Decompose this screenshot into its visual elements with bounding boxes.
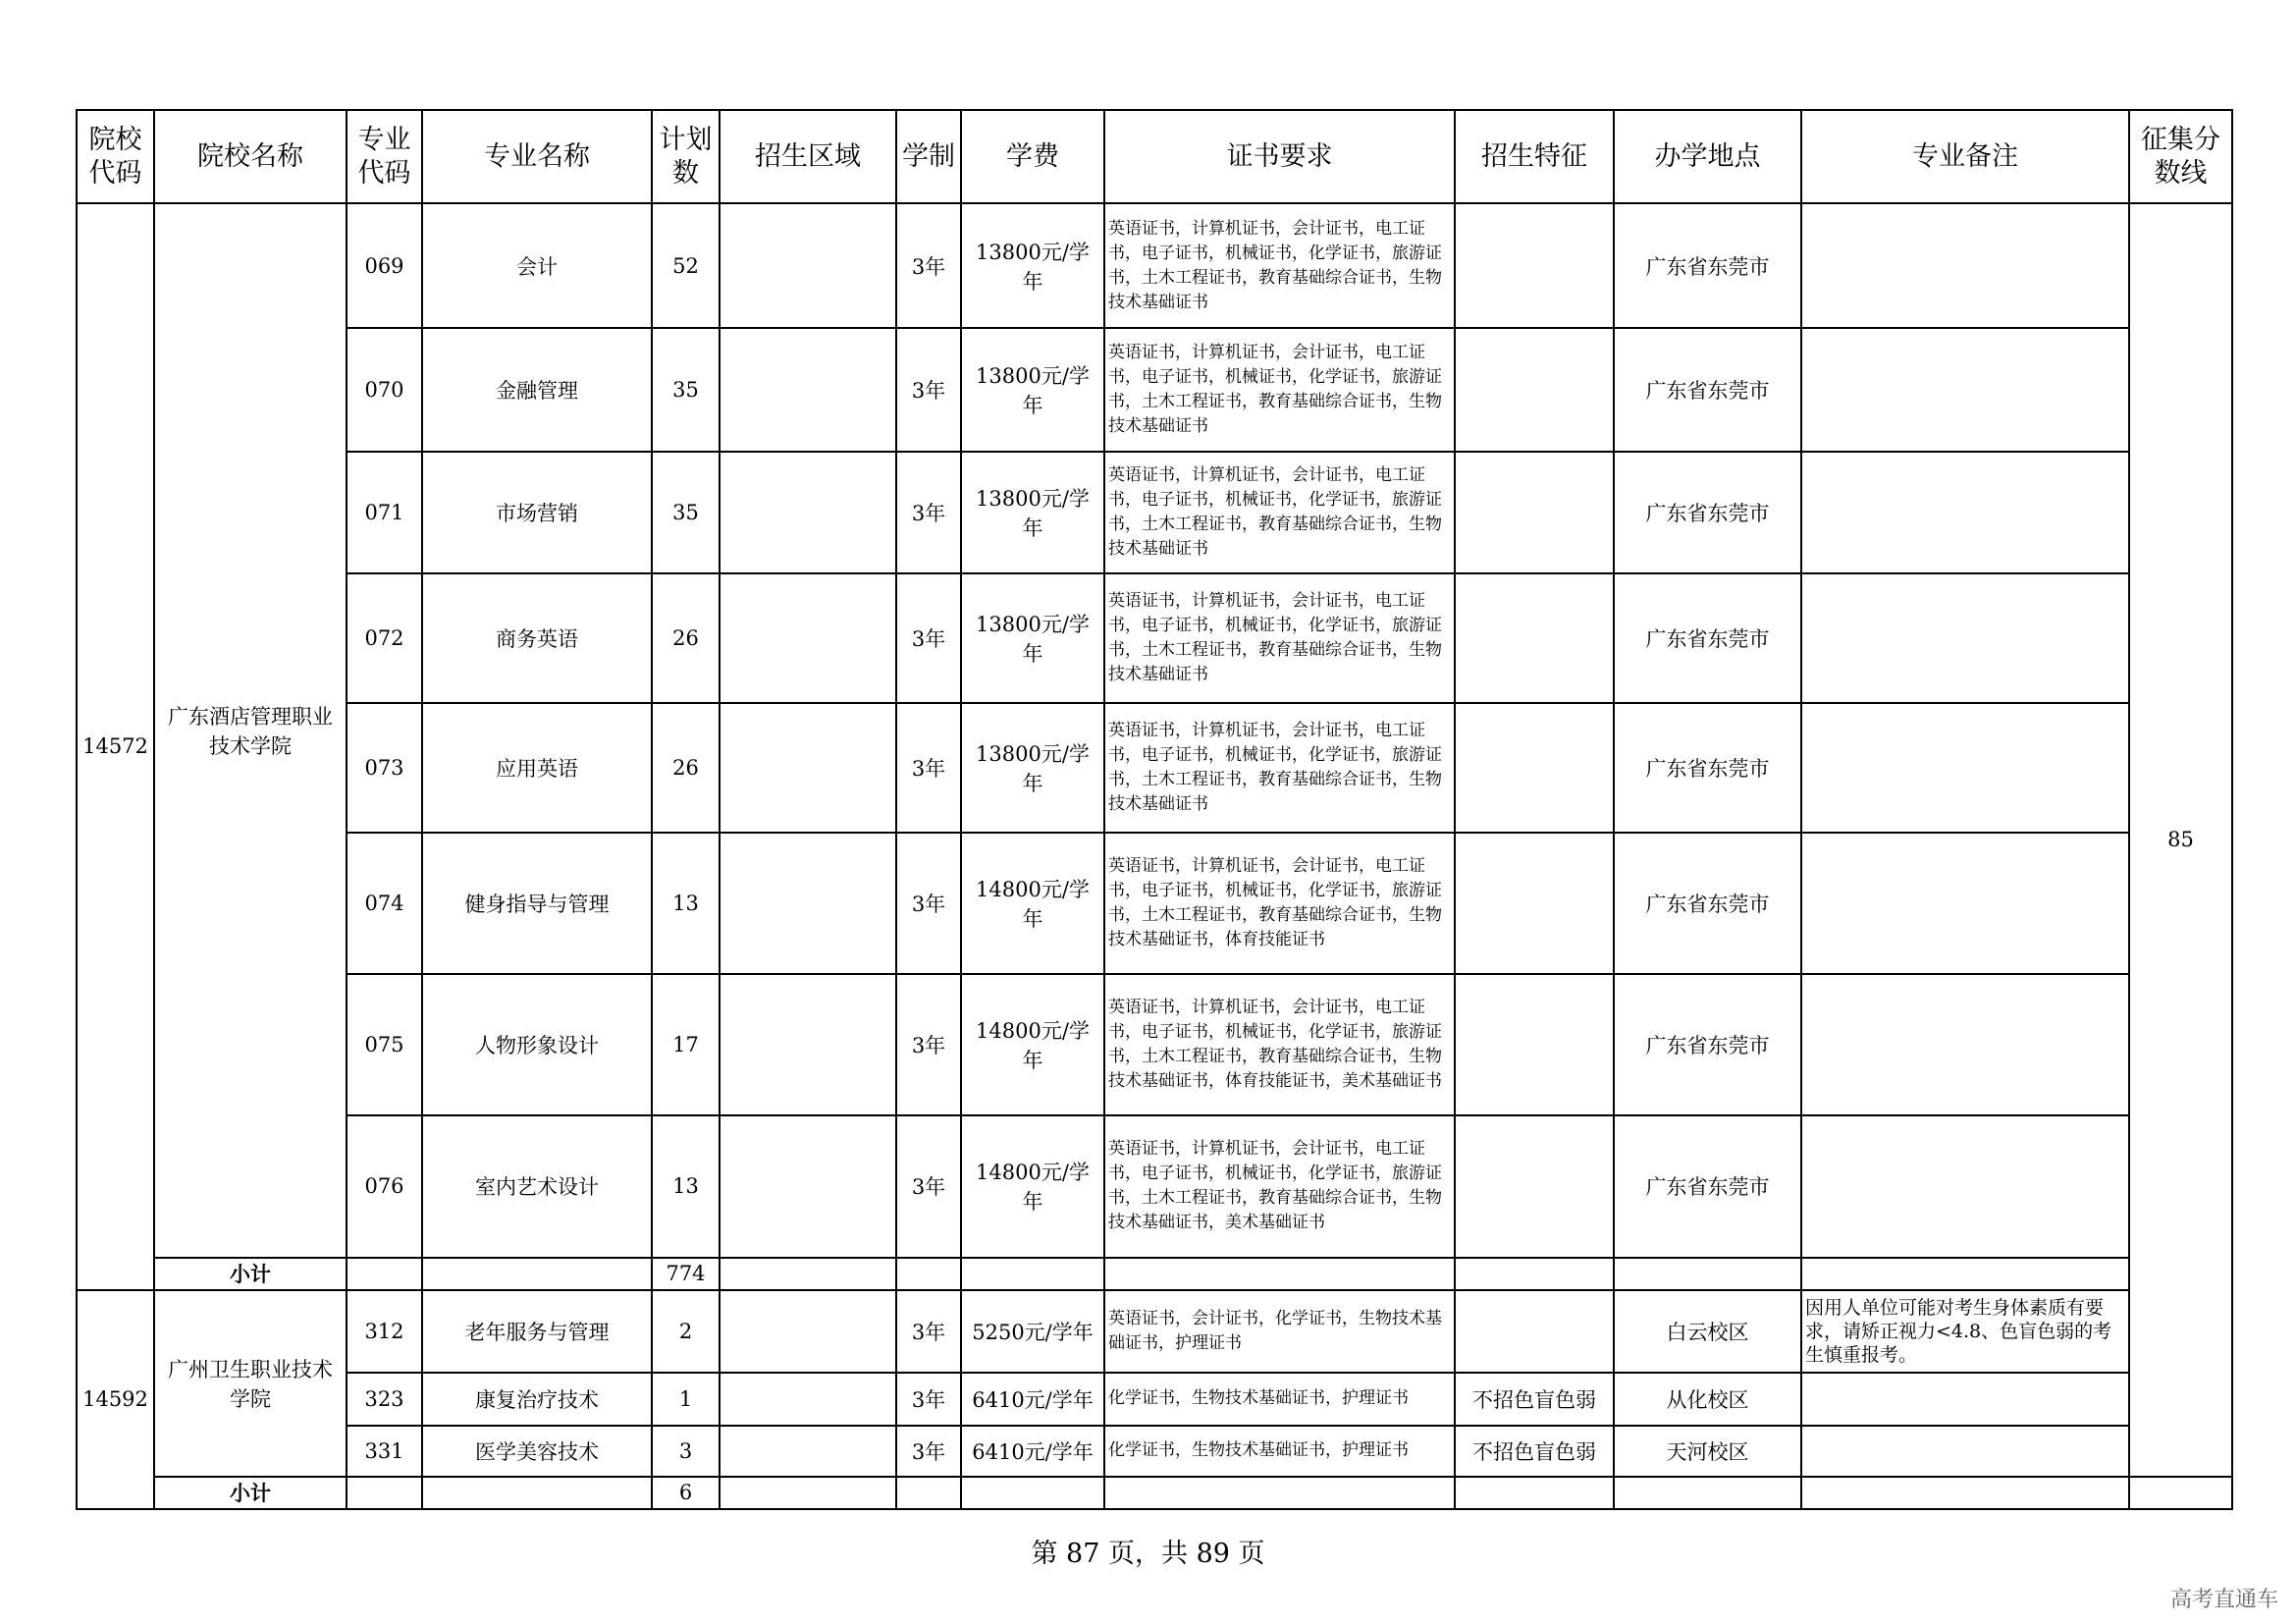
plan-count: 26 [652,573,720,703]
header-major-name: 专业名称 [422,110,652,203]
table-row [77,1426,2232,1477]
subtotal-label: 小计 [154,1477,347,1509]
major-code: 070 [347,328,422,452]
header-location: 办学地点 [1614,110,1801,203]
tuition: 13800元/学年 [961,203,1104,328]
plan-count: 2 [652,1290,720,1373]
table-row [77,833,2232,974]
tuition: 13800元/学年 [961,573,1104,703]
region [720,1373,896,1426]
note [1801,833,2129,974]
score-line: 85 [2129,203,2232,1477]
cert-requirement: 英语证书，计算机证书，会计证书，电工证书，电子证书，机械证书，化学证书，旅游证书，土木工程证书，教育基础综合证书，生物技术基础证书，美术基础证书 [1104,1115,1455,1257]
cert-requirement: 化学证书，生物技术基础证书，护理证书 [1104,1426,1455,1477]
table-row [77,203,2232,328]
region [720,203,896,328]
feature: 不招色盲色弱 [1455,1426,1614,1477]
header-region: 招生区域 [720,110,896,203]
header-school-code: 院校代码 [77,110,154,203]
major-name: 会计 [422,203,652,328]
major-name: 市场营销 [422,452,652,572]
note: 因用人单位可能对考生身体素质有要求，请矫正视力<4.8、色盲色弱的考生慎重报考。 [1801,1290,2129,1373]
major-name: 商务英语 [422,573,652,703]
major-name: 室内艺术设计 [422,1115,652,1257]
plan-count: 26 [652,703,720,833]
note [1801,1426,2129,1477]
cert-requirement: 英语证书，会计证书，化学证书，生物技术基础证书，护理证书 [1104,1290,1455,1373]
subtotal-value: 6 [652,1477,720,1509]
location: 广东省东莞市 [1614,974,1801,1115]
duration: 3年 [896,203,961,328]
tuition: 14800元/学年 [961,974,1104,1115]
table-row [77,703,2232,833]
note [1801,328,2129,452]
location: 广东省东莞市 [1614,573,1801,703]
major-code: 074 [347,833,422,974]
table-row [77,573,2232,703]
note [1801,703,2129,833]
tuition: 14800元/学年 [961,833,1104,974]
tuition: 13800元/学年 [961,328,1104,452]
major-code: 072 [347,573,422,703]
duration: 3年 [896,1115,961,1257]
header-major-code: 专业代码 [347,110,422,203]
cert-requirement: 英语证书，计算机证书，会计证书，电工证书，电子证书，机械证书，化学证书，旅游证书，土木工程证书，教育基础综合证书，生物技术基础证书 [1104,203,1455,328]
tuition: 6410元/学年 [961,1426,1104,1477]
duration: 3年 [896,703,961,833]
major-code: 331 [347,1426,422,1477]
duration: 3年 [896,1373,961,1426]
plan-count: 13 [652,1115,720,1257]
plan-count: 35 [652,328,720,452]
subtotal-value: 774 [652,1258,720,1290]
admission-table [76,109,2233,1510]
feature [1455,452,1614,572]
feature [1455,573,1614,703]
header-plan: 计划数 [652,110,720,203]
location: 广东省东莞市 [1614,452,1801,572]
subtotal-row [77,1477,2232,1509]
region [720,1426,896,1477]
major-code: 323 [347,1373,422,1426]
cert-requirement: 英语证书，计算机证书，会计证书，电工证书，电子证书，机械证书，化学证书，旅游证书，土木工程证书，教育基础综合证书，生物技术基础证书，体育技能证书 [1104,833,1455,974]
note [1801,974,2129,1115]
major-name: 康复治疗技术 [422,1373,652,1426]
table-row [77,452,2232,572]
location: 广东省东莞市 [1614,328,1801,452]
region [720,573,896,703]
duration: 3年 [896,452,961,572]
table-row [77,1373,2232,1426]
tuition: 5250元/学年 [961,1290,1104,1373]
table-row [77,1115,2232,1257]
tuition: 6410元/学年 [961,1373,1104,1426]
feature: 不招色盲色弱 [1455,1373,1614,1426]
header-cert: 证书要求 [1104,110,1455,203]
plan-count: 13 [652,833,720,974]
tuition: 13800元/学年 [961,452,1104,572]
subtotal-label: 小计 [154,1258,347,1290]
major-code: 075 [347,974,422,1115]
table-row [77,328,2232,452]
region [720,833,896,974]
school-code: 14592 [77,1290,154,1509]
region [720,1115,896,1257]
plan-count: 3 [652,1426,720,1477]
feature [1455,1115,1614,1257]
major-name: 金融管理 [422,328,652,452]
note [1801,203,2129,328]
header-feature: 招生特征 [1455,110,1614,203]
cert-requirement: 英语证书，计算机证书，会计证书，电工证书，电子证书，机械证书，化学证书，旅游证书，土木工程证书，教育基础综合证书，生物技术基础证书 [1104,573,1455,703]
note [1801,1115,2129,1257]
header-score: 征集分数线 [2129,110,2232,203]
location: 天河校区 [1614,1426,1801,1477]
table-row [77,1290,2232,1373]
page-number: 第 87 页，共 89 页 [1031,1539,1265,1569]
header-tuition: 学费 [961,110,1104,203]
table-row [77,974,2232,1115]
major-name: 健身指导与管理 [422,833,652,974]
watermark: 高考直通车 [2169,1588,2278,1612]
school-name: 广州卫生职业技术学院 [154,1290,347,1477]
plan-count: 35 [652,452,720,572]
location: 广东省东莞市 [1614,703,1801,833]
feature [1455,203,1614,328]
feature [1455,833,1614,974]
region [720,974,896,1115]
location: 广东省东莞市 [1614,833,1801,974]
cert-requirement: 英语证书，计算机证书，会计证书，电工证书，电子证书，机械证书，化学证书，旅游证书，土木工程证书，教育基础综合证书，生物技术基础证书 [1104,452,1455,572]
tuition: 13800元/学年 [961,703,1104,833]
school-code: 14572 [77,203,154,1289]
header-note: 专业备注 [1801,110,2129,203]
feature [1455,703,1614,833]
note [1801,573,2129,703]
cert-requirement: 英语证书，计算机证书，会计证书，电工证书，电子证书，机械证书，化学证书，旅游证书，土木工程证书，教育基础综合证书，生物技术基础证书 [1104,703,1455,833]
header-school-name: 院校名称 [154,110,347,203]
duration: 3年 [896,328,961,452]
duration: 3年 [896,833,961,974]
school-name: 广东酒店管理职业技术学院 [154,203,347,1257]
region [720,452,896,572]
feature [1455,1290,1614,1373]
plan-count: 1 [652,1373,720,1426]
major-code: 069 [347,203,422,328]
duration: 3年 [896,1426,961,1477]
major-code: 076 [347,1115,422,1257]
duration: 3年 [896,1290,961,1373]
duration: 3年 [896,974,961,1115]
cert-requirement: 英语证书，计算机证书，会计证书，电工证书，电子证书，机械证书，化学证书，旅游证书，土木工程证书，教育基础综合证书，生物技术基础证书，体育技能证书，美术基础证书 [1104,974,1455,1115]
plan-count: 17 [652,974,720,1115]
header-row [77,110,2232,203]
major-name: 人物形象设计 [422,974,652,1115]
tuition: 14800元/学年 [961,1115,1104,1257]
region [720,328,896,452]
major-code: 071 [347,452,422,572]
location: 广东省东莞市 [1614,203,1801,328]
major-name: 医学美容技术 [422,1426,652,1477]
feature [1455,974,1614,1115]
location: 广东省东莞市 [1614,1115,1801,1257]
cert-requirement: 英语证书，计算机证书，会计证书，电工证书，电子证书，机械证书，化学证书，旅游证书，土木工程证书，教育基础综合证书，生物技术基础证书 [1104,328,1455,452]
major-name: 应用英语 [422,703,652,833]
note [1801,1373,2129,1426]
plan-count: 52 [652,203,720,328]
major-code: 073 [347,703,422,833]
major-code: 312 [347,1290,422,1373]
cert-requirement: 化学证书，生物技术基础证书，护理证书 [1104,1373,1455,1426]
note [1801,452,2129,572]
region [720,703,896,833]
location: 白云校区 [1614,1290,1801,1373]
subtotal-row [77,1258,2232,1290]
feature [1455,328,1614,452]
location: 从化校区 [1614,1373,1801,1426]
region [720,1290,896,1373]
major-name: 老年服务与管理 [422,1290,652,1373]
duration: 3年 [896,573,961,703]
header-duration: 学制 [896,110,961,203]
